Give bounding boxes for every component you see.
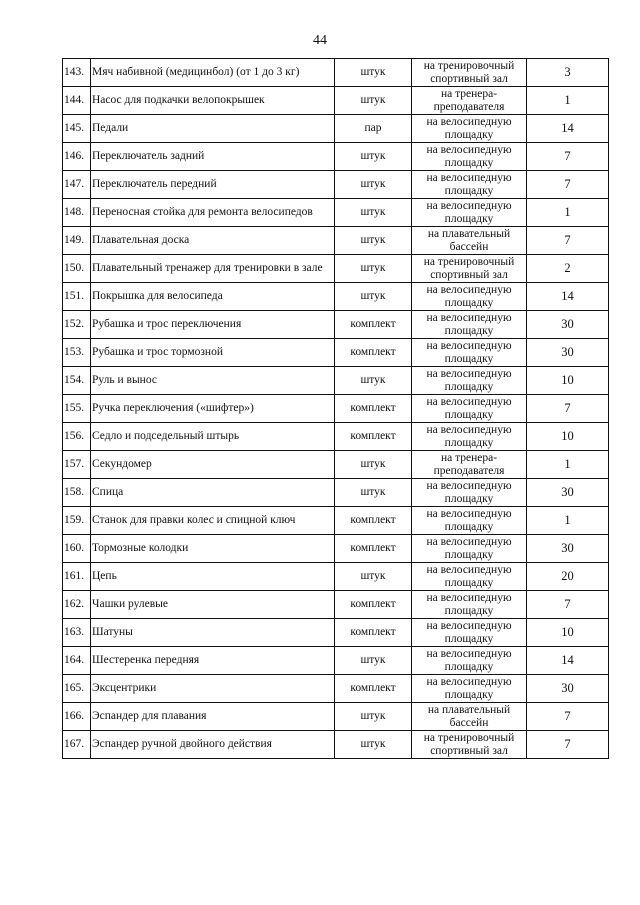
- quantity-cell: 14: [527, 283, 609, 311]
- row-number-cell: 158.: [63, 479, 91, 507]
- quantity-cell: 7: [527, 395, 609, 423]
- allocation-cell: на велосипедную площадку: [412, 143, 527, 171]
- item-name-cell: Эксцентрики: [91, 675, 335, 703]
- allocation-cell: на плавательный бассейн: [412, 703, 527, 731]
- table-row: [63, 227, 609, 255]
- quantity-cell: 1: [527, 451, 609, 479]
- table-row: [63, 507, 609, 535]
- quantity-cell: 7: [527, 703, 609, 731]
- table-row: [63, 255, 609, 283]
- quantity-cell: 30: [527, 339, 609, 367]
- row-number-cell: 164.: [63, 647, 91, 675]
- quantity-cell: 10: [527, 619, 609, 647]
- row-number-cell: 160.: [63, 535, 91, 563]
- table-row: [63, 367, 609, 395]
- table-row: [63, 647, 609, 675]
- equipment-table: [62, 58, 609, 759]
- row-number-cell: 153.: [63, 339, 91, 367]
- table-row: [63, 703, 609, 731]
- table-row: [63, 115, 609, 143]
- allocation-cell: на велосипедную площадку: [412, 563, 527, 591]
- table-row: [63, 451, 609, 479]
- item-name-cell: Переключатель передний: [91, 171, 335, 199]
- allocation-cell: на велосипедную площадку: [412, 479, 527, 507]
- item-name-cell: Покрышка для велосипеда: [91, 283, 335, 311]
- allocation-cell: на велосипедную площадку: [412, 647, 527, 675]
- table-row: [63, 563, 609, 591]
- table-row: [63, 199, 609, 227]
- unit-of-measure-cell: комплект: [335, 591, 412, 619]
- unit-of-measure-cell: штук: [335, 283, 412, 311]
- row-number-cell: 159.: [63, 507, 91, 535]
- table-row: [63, 591, 609, 619]
- item-name-cell: Переносная стойка для ремонта велосипедов: [91, 199, 335, 227]
- quantity-cell: 10: [527, 367, 609, 395]
- row-number-cell: 167.: [63, 731, 91, 759]
- table-row: [63, 675, 609, 703]
- item-name-cell: Чашки рулевые: [91, 591, 335, 619]
- item-name-cell: Плавательная доска: [91, 227, 335, 255]
- unit-of-measure-cell: комплект: [335, 619, 412, 647]
- item-name-cell: Ручка переключения («шифтер»): [91, 395, 335, 423]
- unit-of-measure-cell: штук: [335, 451, 412, 479]
- row-number-cell: 152.: [63, 311, 91, 339]
- allocation-cell: на велосипедную площадку: [412, 619, 527, 647]
- quantity-cell: 20: [527, 563, 609, 591]
- allocation-cell: на велосипедную площадку: [412, 423, 527, 451]
- quantity-cell: 30: [527, 675, 609, 703]
- allocation-cell: на велосипедную площадку: [412, 591, 527, 619]
- unit-of-measure-cell: комплект: [335, 311, 412, 339]
- item-name-cell: Руль и вынос: [91, 367, 335, 395]
- equipment-table-body: [63, 59, 609, 759]
- row-number-cell: 156.: [63, 423, 91, 451]
- table-row: [63, 479, 609, 507]
- unit-of-measure-cell: штук: [335, 479, 412, 507]
- row-number-cell: 166.: [63, 703, 91, 731]
- table-row: [63, 731, 609, 759]
- allocation-cell: на велосипедную площадку: [412, 311, 527, 339]
- allocation-cell: на тренировочный спортивный зал: [412, 59, 527, 87]
- quantity-cell: 1: [527, 199, 609, 227]
- item-name-cell: Секундомер: [91, 451, 335, 479]
- unit-of-measure-cell: штук: [335, 87, 412, 115]
- item-name-cell: Шестеренка передняя: [91, 647, 335, 675]
- unit-of-measure-cell: комплект: [335, 423, 412, 451]
- row-number-cell: 150.: [63, 255, 91, 283]
- quantity-cell: 7: [527, 227, 609, 255]
- row-number-cell: 161.: [63, 563, 91, 591]
- row-number-cell: 154.: [63, 367, 91, 395]
- item-name-cell: Цепь: [91, 563, 335, 591]
- row-number-cell: 165.: [63, 675, 91, 703]
- allocation-cell: на тренировочный спортивный зал: [412, 731, 527, 759]
- row-number-cell: 157.: [63, 451, 91, 479]
- quantity-cell: 7: [527, 591, 609, 619]
- quantity-cell: 1: [527, 507, 609, 535]
- quantity-cell: 2: [527, 255, 609, 283]
- row-number-cell: 144.: [63, 87, 91, 115]
- item-name-cell: Плавательный тренажер для тренировки в зале: [91, 255, 335, 283]
- allocation-cell: на велосипедную площадку: [412, 171, 527, 199]
- allocation-cell: на плавательный бассейн: [412, 227, 527, 255]
- unit-of-measure-cell: комплект: [335, 535, 412, 563]
- item-name-cell: Насос для подкачки велопокрышек: [91, 87, 335, 115]
- allocation-cell: на велосипедную площадку: [412, 283, 527, 311]
- quantity-cell: 3: [527, 59, 609, 87]
- unit-of-measure-cell: штук: [335, 143, 412, 171]
- page-number: 44: [313, 33, 327, 48]
- allocation-cell: на велосипедную площадку: [412, 395, 527, 423]
- allocation-cell: на велосипедную площадку: [412, 675, 527, 703]
- row-number-cell: 149.: [63, 227, 91, 255]
- allocation-cell: на тренера-преподавателя: [412, 87, 527, 115]
- item-name-cell: Эспандер для плавания: [91, 703, 335, 731]
- unit-of-measure-cell: штук: [335, 703, 412, 731]
- table-row: [63, 535, 609, 563]
- unit-of-measure-cell: штук: [335, 199, 412, 227]
- allocation-cell: на велосипедную площадку: [412, 115, 527, 143]
- unit-of-measure-cell: штук: [335, 647, 412, 675]
- quantity-cell: 7: [527, 143, 609, 171]
- allocation-cell: на тренера-преподавателя: [412, 451, 527, 479]
- item-name-cell: Седло и подседельный штырь: [91, 423, 335, 451]
- quantity-cell: 30: [527, 535, 609, 563]
- item-name-cell: Спица: [91, 479, 335, 507]
- row-number-cell: 148.: [63, 199, 91, 227]
- quantity-cell: 14: [527, 115, 609, 143]
- allocation-cell: на велосипедную площадку: [412, 339, 527, 367]
- item-name-cell: Рубашка и трос тормозной: [91, 339, 335, 367]
- row-number-cell: 163.: [63, 619, 91, 647]
- item-name-cell: Станок для правки колес и спицной ключ: [91, 507, 335, 535]
- unit-of-measure-cell: штук: [335, 171, 412, 199]
- unit-of-measure-cell: штук: [335, 227, 412, 255]
- table-row: [63, 143, 609, 171]
- quantity-cell: 30: [527, 479, 609, 507]
- unit-of-measure-cell: комплект: [335, 675, 412, 703]
- quantity-cell: 14: [527, 647, 609, 675]
- table-row: [63, 339, 609, 367]
- item-name-cell: Переключатель задний: [91, 143, 335, 171]
- unit-of-measure-cell: штук: [335, 731, 412, 759]
- row-number-cell: 151.: [63, 283, 91, 311]
- table-row: [63, 87, 609, 115]
- row-number-cell: 146.: [63, 143, 91, 171]
- allocation-cell: на велосипедную площадку: [412, 507, 527, 535]
- unit-of-measure-cell: пар: [335, 115, 412, 143]
- table-row: [63, 423, 609, 451]
- row-number-cell: 155.: [63, 395, 91, 423]
- quantity-cell: 7: [527, 171, 609, 199]
- quantity-cell: 1: [527, 87, 609, 115]
- quantity-cell: 30: [527, 311, 609, 339]
- unit-of-measure-cell: штук: [335, 255, 412, 283]
- quantity-cell: 10: [527, 423, 609, 451]
- item-name-cell: Тормозные колодки: [91, 535, 335, 563]
- item-name-cell: Эспандер ручной двойного действия: [91, 731, 335, 759]
- allocation-cell: на велосипедную площадку: [412, 367, 527, 395]
- item-name-cell: Педали: [91, 115, 335, 143]
- table-row: [63, 395, 609, 423]
- quantity-cell: 7: [527, 731, 609, 759]
- unit-of-measure-cell: комплект: [335, 395, 412, 423]
- item-name-cell: Шатуны: [91, 619, 335, 647]
- allocation-cell: на велосипедную площадку: [412, 535, 527, 563]
- item-name-cell: Мяч набивной (медицинбол) (от 1 до 3 кг): [91, 59, 335, 87]
- table-row: [63, 59, 609, 87]
- table-row: [63, 619, 609, 647]
- row-number-cell: 143.: [63, 59, 91, 87]
- unit-of-measure-cell: штук: [335, 367, 412, 395]
- unit-of-measure-cell: штук: [335, 563, 412, 591]
- allocation-cell: на тренировочный спортивный зал: [412, 255, 527, 283]
- unit-of-measure-cell: комплект: [335, 507, 412, 535]
- item-name-cell: Рубашка и трос переключения: [91, 311, 335, 339]
- row-number-cell: 147.: [63, 171, 91, 199]
- allocation-cell: на велосипедную площадку: [412, 199, 527, 227]
- table-row: [63, 171, 609, 199]
- unit-of-measure-cell: комплект: [335, 339, 412, 367]
- row-number-cell: 145.: [63, 115, 91, 143]
- unit-of-measure-cell: штук: [335, 59, 412, 87]
- table-row: [63, 283, 609, 311]
- table-row: [63, 311, 609, 339]
- row-number-cell: 162.: [63, 591, 91, 619]
